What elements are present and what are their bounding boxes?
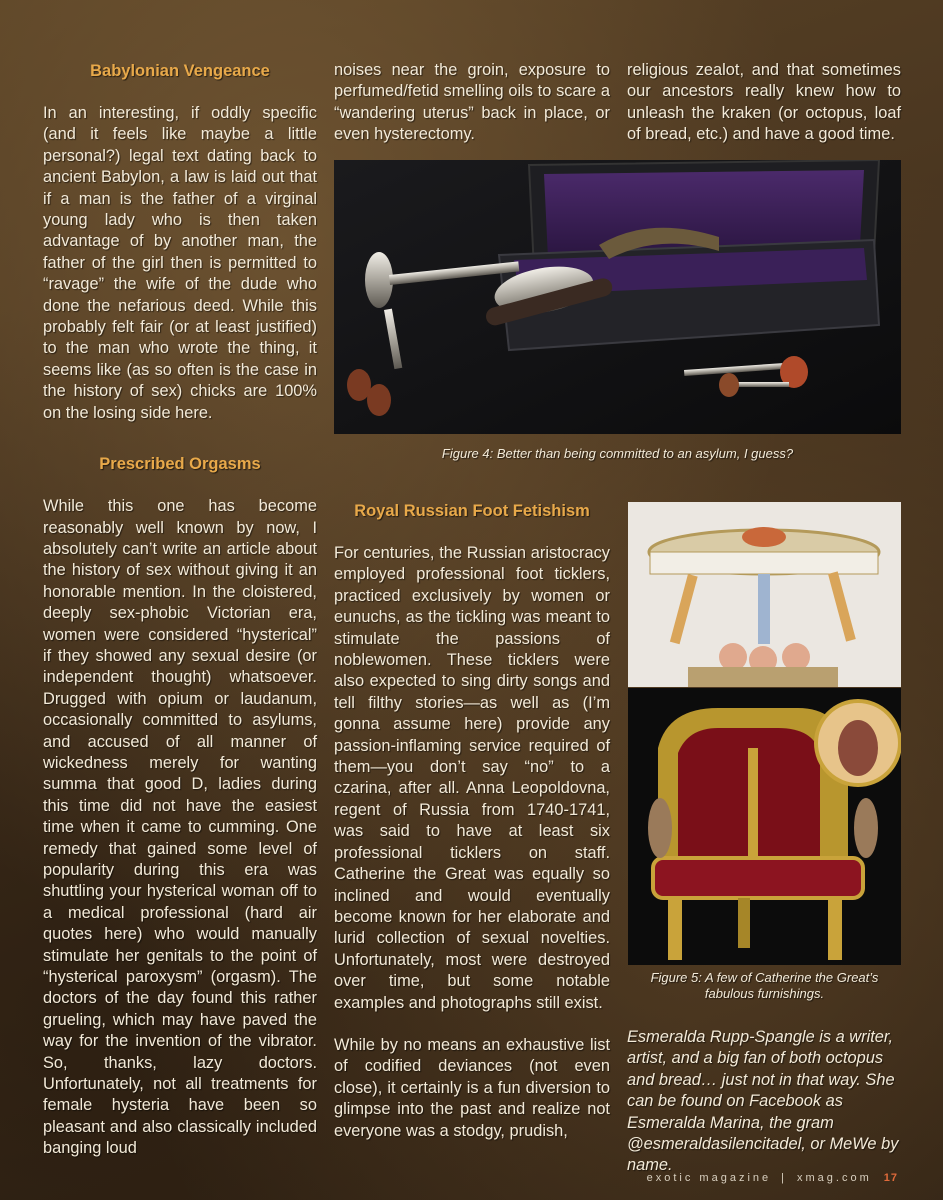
figure-4-photo (334, 160, 901, 434)
heading-prescribed-orgasms: Prescribed Orgasms (99, 455, 261, 474)
page-number: 17 (883, 1172, 898, 1184)
figure-5-table-photo (628, 502, 901, 687)
paragraph-ancestors: religious zealot, and that sometimes our ancestors really knew how to unleash the kraken (or octopus, loaf of bread, etc.) and have a good time. (627, 61, 901, 144)
footer-site: xmag.com (797, 1172, 872, 1184)
column-left (43, 60, 317, 1160)
figure-5-chair-photo (628, 688, 901, 965)
paragraph-babylonian: In an interesting, if oddly specific (and it feels like maybe a little personal?) legal text dating back to ancient Babylon, a law is laid out that if a man is the father of a virginal young lady who is then taken advantage of by another man, the father of the girl then is permitted to “ravage” the wife of the dude who done the nefarious deed. While this probably felt fair (or at least justified) to the man who wrote the thing, it seems like (as so often is the case in the history of sex) chicks are 100% on the losing side here. (43, 104, 317, 422)
footer-separator: | (781, 1172, 787, 1184)
column-middle (334, 500, 610, 1142)
heading-babylonian-vengeance: Babylonian Vengeance (90, 62, 270, 80)
heading-royal-russian: Royal Russian Foot Fetishism (354, 502, 590, 520)
column-right-top (627, 60, 901, 146)
figure-4-caption: Figure 4: Better than being committed to an asylum, I guess? (441, 446, 794, 461)
column-middle-top (334, 60, 610, 146)
page-footer (647, 1172, 898, 1184)
paragraph-prescribed-orgasms: While this one has become reasonably well known by now, I absolutely can’t write an article about the history of sex without giving it an honorable mention. In the cloistered, deeply sex-phobic Victorian era, women were considered “hysterical” if they showed any sexual desire (or independent thought) whatsoever. Drugged with opium or laudanum, occasionally committed to asylums, and accused of all manner of wickedness merely for wanting summa that good D, ladies during this time did not have the easiest time when it came to cumming. One remedy that gained some level of popularity during this era was shuttling your hysterical woman off to a medical professional (hard air quotes here) who would manually stimulate her genitals to the point of “hysterical paroxysm” (orgasm). The doctors of the day found this rather grueling, which may have paved the way for the invention of the vibrator. So, thanks, lazy doctors. Unfortunately, not all treatments for female hysteria have been so pleasant and also classically included banging loud (43, 497, 317, 1158)
paragraph-continued: noises near the groin, exposure to perfumed/fetid smelling oils to scare a “wandering uterus” back in place, or even hysterectomy. (334, 61, 610, 144)
footer-magazine: exotic magazine (646, 1172, 772, 1184)
figure-5-caption: Figure 5: A few of Catherine the Great’s fabulous furnishings. (650, 970, 879, 1001)
paragraph-closing: While by no means an exhaustive list of codified deviances (not even close), it certainly is a fun diversion to glimpse into the past and realize not everyone was a stodgy, prudish, (334, 1035, 610, 1140)
paragraph-royal-russian: For centuries, the Russian aristocracy employed professional foot ticklers, practiced exclusively by women or eunuchs, as the tickling was meant to stimulate the passions of noblewomen. These ticklers were also expected to sing dirty songs and tell filthy stories—as well as (I’m gonna assume here) provide any passion-inflaming service required of them—you don’t say “no” to a czarina, after all. Anna Leopoldovna, regent of Russia from 1740-1741, was said to have at least six professional ticklers on staff. Catherine the Great was equally so inclined and would eventually become known for her elaborate and lurid collection of sexual novelties. Unfortunately, most were destroyed over time, but some notable examples and photographs still exist. (334, 544, 610, 1012)
author-bio: Esmeralda Rupp-Spangle is a writer, artist, and a big fan of both octopus and bread… just not in that way. She can be found on Facebook as Esmeralda Marina, the gram @esmeraldasilencitadel, or MeWe by name. (627, 1028, 899, 1175)
author-bio-block (627, 1027, 902, 1177)
